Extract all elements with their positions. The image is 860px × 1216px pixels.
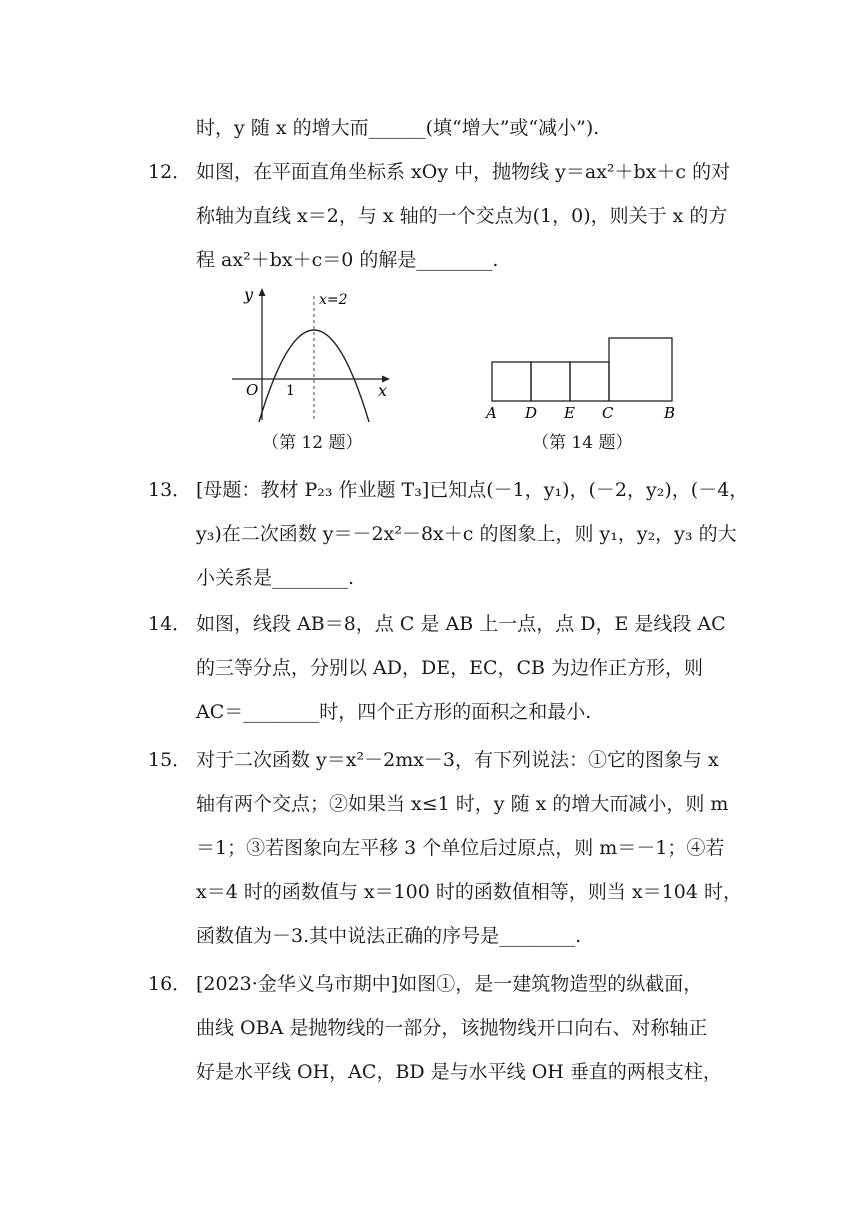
text-line: 时，y 随 x 的增大而______(填“增大”或“减小”). xyxy=(196,117,600,139)
text-line: 称轴为直线 x＝2，与 x 轴的一个交点为(1，0)，则关于 x 的方 xyxy=(196,205,728,227)
text-line: 函数值为－3.其中说法正确的序号是________. xyxy=(196,925,582,947)
text-line: x＝4 时的函数值与 x＝100 时的函数值相等，则当 x＝104 时， xyxy=(196,881,742,903)
point-label-d: D xyxy=(525,404,538,422)
square-ad xyxy=(492,362,531,401)
question-number: 13． xyxy=(148,479,192,501)
y-axis-label: y xyxy=(244,285,254,304)
origin-label: O xyxy=(246,381,259,399)
point-label-b: B xyxy=(664,404,676,422)
symmetry-axis-label: x=2 xyxy=(319,292,348,308)
text-line: 的三等分点，分别以 AD，DE，EC，CB 为边作正方形，则 xyxy=(196,657,704,679)
figure-12-parabola xyxy=(220,282,400,432)
text-line: 轴有两个交点；②如果当 x≤1 时，y 随 x 的增大而减小，则 m xyxy=(196,793,729,815)
question-number: 12． xyxy=(148,161,192,183)
y-axis-arrow xyxy=(259,288,266,296)
text-line: AC＝________时，四个正方形的面积之和最小. xyxy=(196,701,592,723)
question-number: 15． xyxy=(148,749,192,771)
text-line: 如图，在平面直角坐标系 xOy 中，抛物线 y＝ax²＋bx＋c 的对 xyxy=(196,161,731,183)
point-label-c: C xyxy=(602,404,614,422)
square-ec xyxy=(570,362,609,401)
point-label-a: A xyxy=(486,404,497,422)
parabola-graph xyxy=(220,282,400,432)
question-number: 16． xyxy=(148,973,192,995)
x-axis-label: x xyxy=(378,381,388,400)
text-line: 如图，线段 AB＝8，点 C 是 AB 上一点，点 D，E 是线段 AC xyxy=(196,613,726,635)
question-number: 14． xyxy=(148,613,192,635)
text-line: ＝1；③若图象向左平移 3 个单位后过原点，则 m＝－1；④若 xyxy=(196,837,725,859)
squares-diagram xyxy=(478,332,688,427)
figure-12-caption: （第 12 题） xyxy=(262,433,363,453)
one-label: 1 xyxy=(286,383,295,399)
square-cb xyxy=(609,338,672,401)
figure-14-caption: （第 14 题） xyxy=(532,433,633,453)
text-line: 好是水平线 OH，AC，BD 是与水平线 OH 垂直的两根支柱， xyxy=(196,1061,722,1083)
text-line: [2023·金华义乌市期中]如图①，是一建筑物造型的纵截面， xyxy=(196,973,703,995)
text-line: 程 ax²＋bx＋c＝0 的解是________. xyxy=(196,249,499,271)
text-line: [母题：教材 P₂₃ 作业题 T₃]已知点(－1，y₁)，(－2，y₂)，(－4， xyxy=(196,479,749,501)
point-label-e: E xyxy=(564,404,575,422)
square-de xyxy=(531,362,570,401)
figure-14-squares xyxy=(478,332,688,427)
text-line: 曲线 OBA 是抛物线的一部分，该抛物线开口向右、对称轴正 xyxy=(196,1017,708,1039)
text-line: 对于二次函数 y＝x²－2mx－3，有下列说法：①它的图象与 x xyxy=(196,749,719,771)
text-line: y₃)在二次函数 y＝－2x²－8x＋c 的图象上，则 y₁，y₂，y₃ 的大 xyxy=(196,523,737,545)
text-line: 小关系是________. xyxy=(196,567,355,589)
